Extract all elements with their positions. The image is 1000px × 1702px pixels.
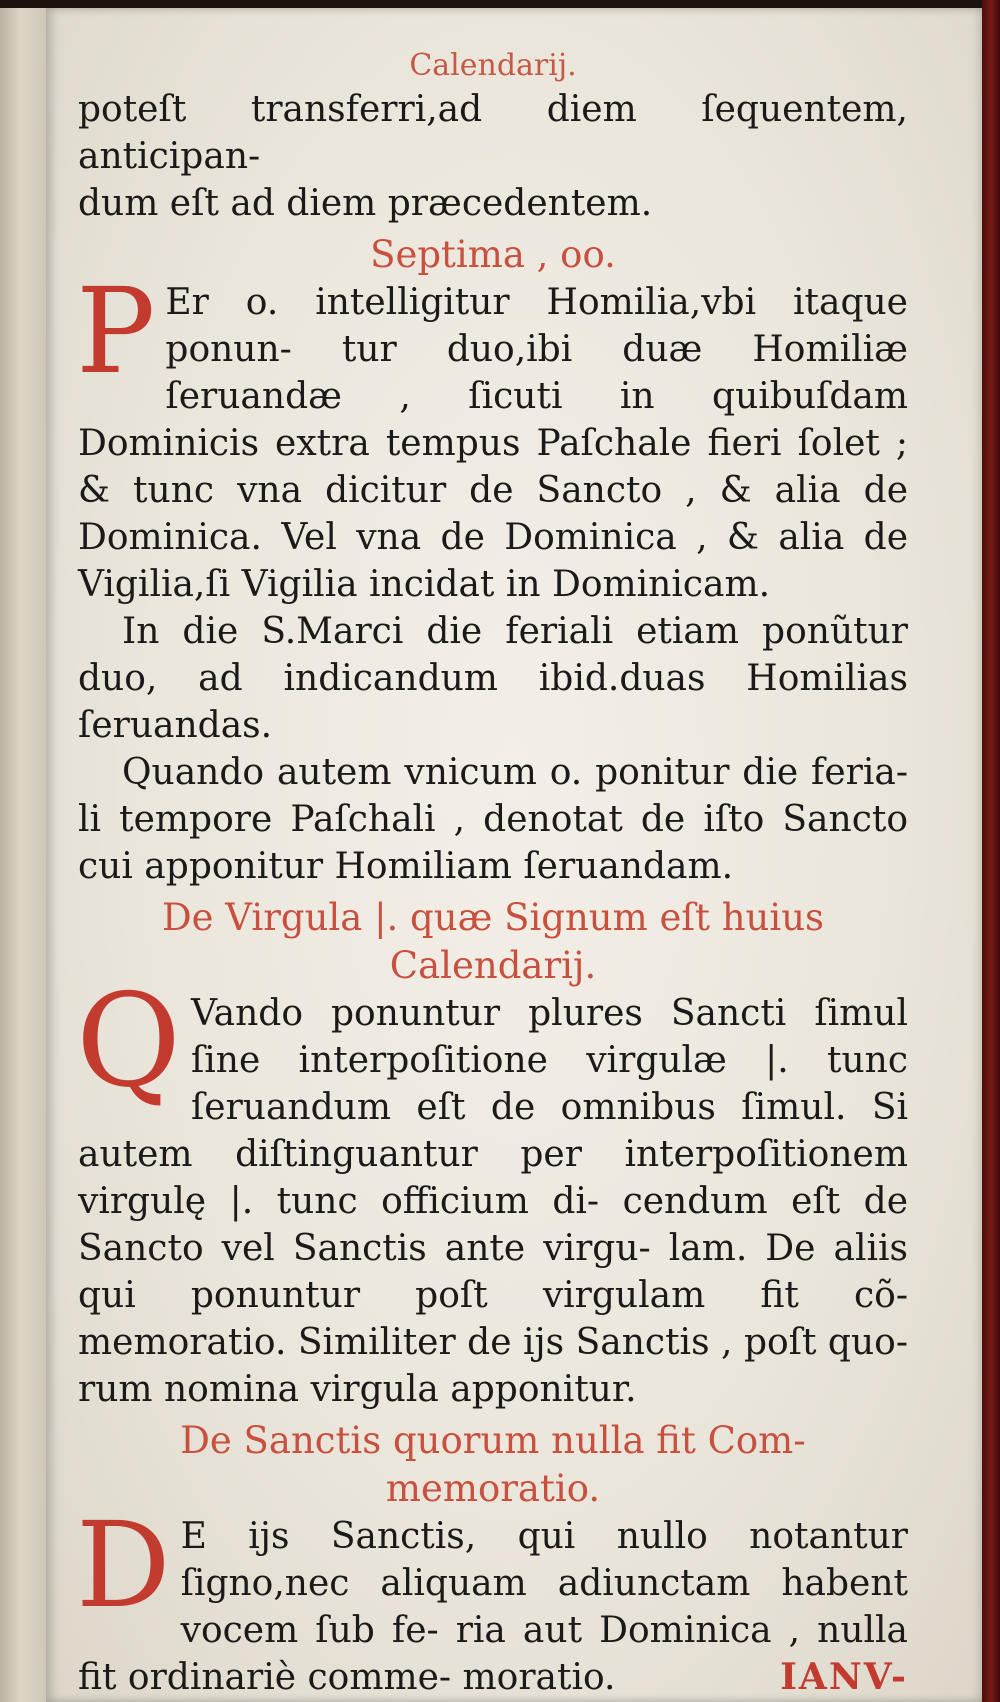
section-virgula	[78, 894, 908, 1413]
paragraph-septima-1	[76, 262, 908, 608]
paragraph-virgula	[76, 967, 908, 1413]
catchword: IANV-	[780, 1656, 908, 1698]
heading-septima: Septima , oo.	[370, 233, 616, 276]
paragraph-septima-1-text: Er o. intelligitur Homilia,vbi itaque ponun- tur duo,ibi duæ Homiliæ ſeruandæ , ſicuti in quibuſdam Dominicis extra tempus Paſchale fieri ſolet ; & tunc vna dicitur de Sancto , & alia de Dominica. Vel vna de Dominica , & alia de Vigilia,ſi Vigilia incidat in Dominicam.	[78, 282, 908, 605]
paragraph-septima-2: In die S.Marci die feriali etiam ponũtur duo, ad indicandum ibid.duas Homilias ſeruandas.	[78, 611, 908, 746]
page-text	[78, 40, 908, 1701]
page-gutter	[0, 8, 46, 1702]
intro-line-2: dum eſt ad diem præcedentem.	[78, 183, 653, 224]
heading-virgula-2: Calendarij.	[389, 944, 597, 987]
paragraph-septima-3: Quando autem vnicum o. ponitur die feria- li tempore Paſchali , denotat de iſto Sancto cui apponitur Homiliam ſeruandam.	[78, 752, 908, 887]
cover-edge	[982, 0, 1000, 1702]
heading-sanctis-1: De Sanctis quorum nulla fit Com-	[180, 1419, 806, 1462]
paragraph-virgula-text: Vando ponuntur plures Sancti ſimul ſine interpoſitione virgulæ |. tunc ſeruandum eſt de omnibus ſimul. Si autem diſtinguantur per interpoſitionem virgulę |. tunc officium di- cendum eſt de Sancto vel Sanctis ante virgu- lam. De aliis qui ponuntur poſt virgulam fit cõ- memoratio. Similiter de ijs Sanctis , poſt quo- rum nomina virgula apponitur.	[78, 993, 908, 1410]
section-sanctis	[78, 1417, 908, 1701]
drop-cap-q: Q	[76, 967, 181, 1116]
drop-cap-d: D	[76, 1496, 171, 1634]
heading-sanctis-2: memoratio.	[385, 1467, 601, 1510]
drop-cap-p: P	[76, 262, 156, 400]
heading-virgula-1: De Virgula |. quæ Signum eſt huius	[161, 896, 825, 939]
section-septima	[78, 231, 908, 890]
paragraph-sanctis-text: E ijs Sanctis, qui nullo notantur ſigno,nec aliquam adiunctam habent vocem ſub fe- ria aut Dominica , nulla fit ordinariè comme- moratio.	[78, 1516, 908, 1698]
running-head: Calendarij.	[409, 48, 577, 83]
intro-line-1: poteſt transferri,ad diem ſequentem, anticipan-	[78, 89, 908, 177]
